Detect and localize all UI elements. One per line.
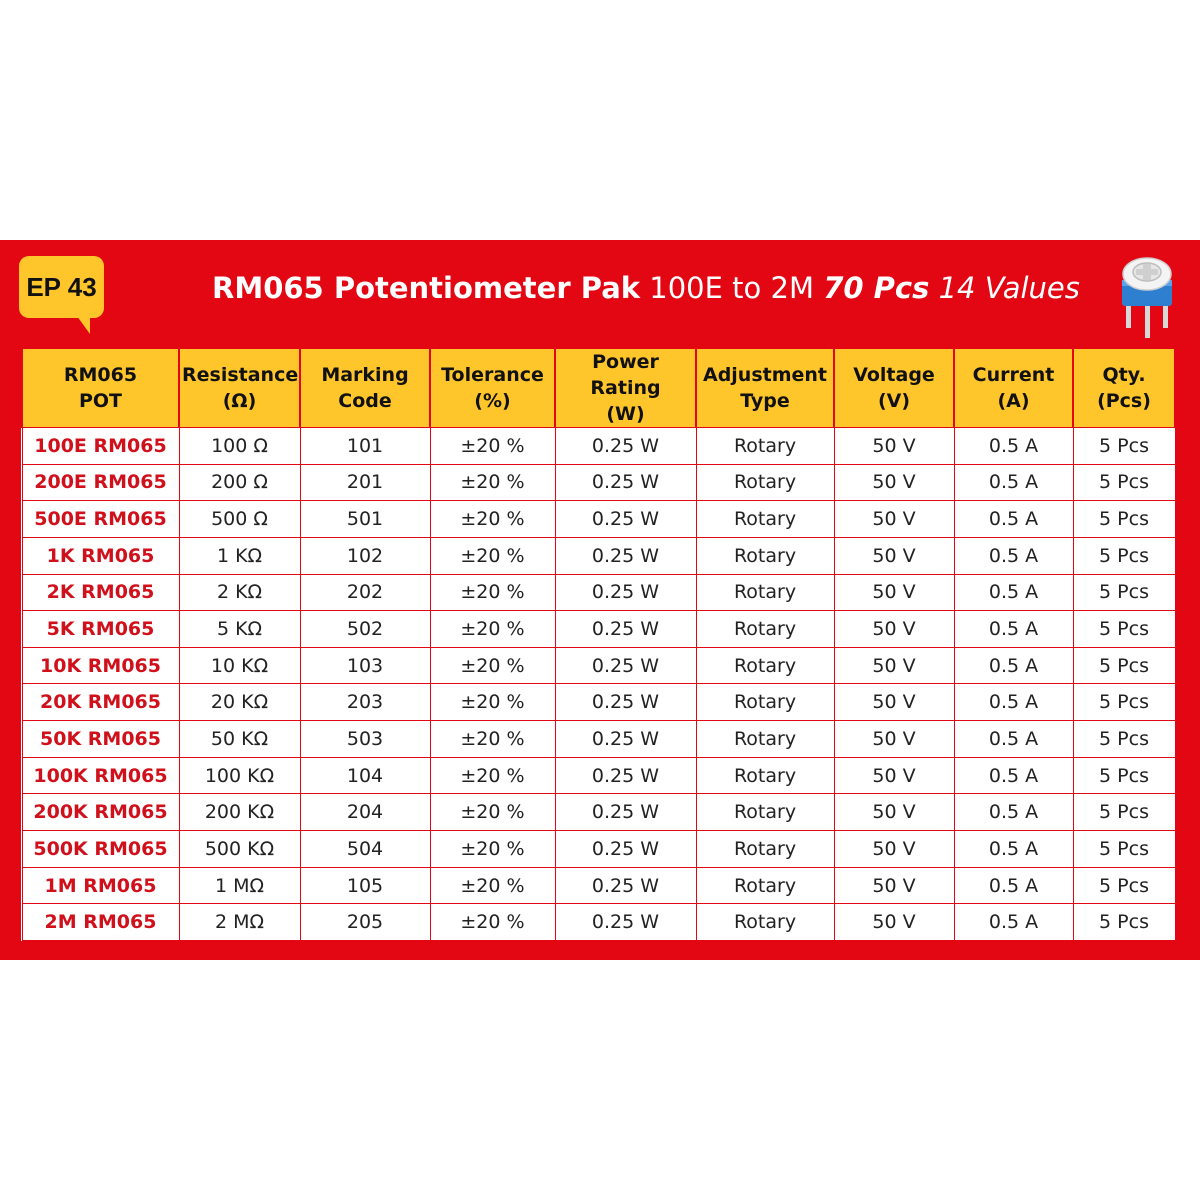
cell-qty: 5 Pcs bbox=[1073, 794, 1175, 831]
cell-adjustment-type: Rotary bbox=[696, 464, 834, 501]
cell-pot: 100K RM065 bbox=[22, 757, 179, 794]
cell-tolerance: ±20 % bbox=[430, 684, 555, 721]
table-row bbox=[22, 794, 1175, 831]
cell-pot: 1M RM065 bbox=[22, 867, 179, 904]
cell-pot: 50K RM065 bbox=[22, 721, 179, 758]
cell-marking-code: 502 bbox=[300, 611, 430, 648]
cell-resistance: 2 KΩ bbox=[179, 574, 300, 611]
column-header-line: Voltage bbox=[853, 364, 935, 386]
cell-voltage: 50 V bbox=[834, 501, 954, 538]
cell-qty: 5 Pcs bbox=[1073, 501, 1175, 538]
cell-qty: 5 Pcs bbox=[1073, 464, 1175, 501]
column-header-current bbox=[954, 349, 1073, 428]
column-header-line: Code bbox=[338, 390, 392, 412]
cell-current: 0.5 A bbox=[954, 611, 1073, 648]
cell-resistance: 2 MΩ bbox=[179, 904, 300, 941]
page-title bbox=[212, 266, 1092, 310]
cell-power-rating: 0.25 W bbox=[555, 501, 696, 538]
table-header-row bbox=[22, 349, 1175, 428]
table-row bbox=[22, 464, 1175, 501]
column-header-line: RM065 bbox=[63, 364, 138, 386]
table-row bbox=[22, 757, 1175, 794]
column-header-line: Power Rating bbox=[590, 351, 661, 399]
title-range: 100E to 2M bbox=[649, 271, 814, 305]
cell-voltage: 50 V bbox=[834, 647, 954, 684]
cell-marking-code: 201 bbox=[300, 464, 430, 501]
cell-tolerance: ±20 % bbox=[430, 574, 555, 611]
cell-resistance: 1 KΩ bbox=[179, 537, 300, 574]
column-header-tolerance bbox=[430, 349, 555, 428]
column-header-line: Adjustment bbox=[702, 364, 828, 386]
episode-badge-tail bbox=[74, 312, 90, 334]
cell-voltage: 50 V bbox=[834, 794, 954, 831]
cell-current: 0.5 A bbox=[954, 574, 1073, 611]
column-header-marking-code bbox=[300, 349, 430, 428]
cell-current: 0.5 A bbox=[954, 794, 1073, 831]
cell-resistance: 200 Ω bbox=[179, 464, 300, 501]
cell-adjustment-type: Rotary bbox=[696, 428, 834, 465]
cell-adjustment-type: Rotary bbox=[696, 867, 834, 904]
title-quantity: 70 Pcs bbox=[823, 271, 930, 305]
cell-tolerance: ±20 % bbox=[430, 647, 555, 684]
cell-current: 0.5 A bbox=[954, 501, 1073, 538]
cell-tolerance: ±20 % bbox=[430, 721, 555, 758]
cell-qty: 5 Pcs bbox=[1073, 684, 1175, 721]
cell-adjustment-type: Rotary bbox=[696, 647, 834, 684]
cell-tolerance: ±20 % bbox=[430, 831, 555, 868]
cell-tolerance: ±20 % bbox=[430, 794, 555, 831]
cell-pot: 10K RM065 bbox=[22, 647, 179, 684]
cell-current: 0.5 A bbox=[954, 684, 1073, 721]
column-header-line: Tolerance bbox=[441, 364, 544, 386]
cell-marking-code: 203 bbox=[300, 684, 430, 721]
cell-pot: 100E RM065 bbox=[22, 428, 179, 465]
cell-power-rating: 0.25 W bbox=[555, 684, 696, 721]
column-header-line: Current bbox=[972, 364, 1055, 386]
cell-voltage: 50 V bbox=[834, 721, 954, 758]
cell-adjustment-type: Rotary bbox=[696, 721, 834, 758]
cell-qty: 5 Pcs bbox=[1073, 904, 1175, 941]
cell-resistance: 100 Ω bbox=[179, 428, 300, 465]
cell-pot: 2K RM065 bbox=[22, 574, 179, 611]
cell-pot: 200K RM065 bbox=[22, 794, 179, 831]
column-header-line: (Ω) bbox=[222, 390, 257, 412]
cell-tolerance: ±20 % bbox=[430, 611, 555, 648]
title-product: RM065 Potentiometer Pak bbox=[212, 271, 641, 305]
cell-pot: 200E RM065 bbox=[22, 464, 179, 501]
cell-power-rating: 0.25 W bbox=[555, 574, 696, 611]
cell-power-rating: 0.25 W bbox=[555, 831, 696, 868]
cell-marking-code: 102 bbox=[300, 537, 430, 574]
cell-adjustment-type: Rotary bbox=[696, 611, 834, 648]
cell-qty: 5 Pcs bbox=[1073, 647, 1175, 684]
potentiometer-icon bbox=[1112, 250, 1182, 342]
table-row bbox=[22, 867, 1175, 904]
cell-resistance: 100 KΩ bbox=[179, 757, 300, 794]
cell-qty: 5 Pcs bbox=[1073, 757, 1175, 794]
table-row bbox=[22, 611, 1175, 648]
cell-pot: 2M RM065 bbox=[22, 904, 179, 941]
cell-tolerance: ±20 % bbox=[430, 464, 555, 501]
cell-tolerance: ±20 % bbox=[430, 757, 555, 794]
column-header-line: Marking bbox=[321, 364, 409, 386]
cell-marking-code: 101 bbox=[300, 428, 430, 465]
cell-qty: 5 Pcs bbox=[1073, 831, 1175, 868]
table-row bbox=[22, 428, 1175, 465]
cell-marking-code: 105 bbox=[300, 867, 430, 904]
cell-resistance: 200 KΩ bbox=[179, 794, 300, 831]
cell-current: 0.5 A bbox=[954, 831, 1073, 868]
cell-pot: 5K RM065 bbox=[22, 611, 179, 648]
cell-current: 0.5 A bbox=[954, 904, 1073, 941]
cell-marking-code: 204 bbox=[300, 794, 430, 831]
cell-pot: 1K RM065 bbox=[22, 537, 179, 574]
cell-adjustment-type: Rotary bbox=[696, 684, 834, 721]
table-row bbox=[22, 721, 1175, 758]
column-header-resistance bbox=[179, 349, 300, 428]
column-header-power-rating bbox=[555, 349, 696, 428]
cell-pot: 20K RM065 bbox=[22, 684, 179, 721]
cell-qty: 5 Pcs bbox=[1073, 721, 1175, 758]
cell-voltage: 50 V bbox=[834, 904, 954, 941]
cell-marking-code: 503 bbox=[300, 721, 430, 758]
cell-adjustment-type: Rotary bbox=[696, 501, 834, 538]
cell-voltage: 50 V bbox=[834, 684, 954, 721]
cell-adjustment-type: Rotary bbox=[696, 794, 834, 831]
column-header-line: POT bbox=[78, 390, 123, 412]
cell-current: 0.5 A bbox=[954, 537, 1073, 574]
column-header-line: Qty. bbox=[1102, 364, 1146, 386]
column-header-line: (W) bbox=[606, 403, 645, 425]
cell-qty: 5 Pcs bbox=[1073, 867, 1175, 904]
cell-power-rating: 0.25 W bbox=[555, 757, 696, 794]
table-row bbox=[22, 501, 1175, 538]
cell-tolerance: ±20 % bbox=[430, 428, 555, 465]
cell-resistance: 20 KΩ bbox=[179, 684, 300, 721]
column-header-adjustment-type bbox=[696, 349, 834, 428]
table-row bbox=[22, 904, 1175, 941]
cell-resistance: 500 KΩ bbox=[179, 831, 300, 868]
column-header-line: Type bbox=[740, 390, 790, 412]
cell-power-rating: 0.25 W bbox=[555, 428, 696, 465]
cell-power-rating: 0.25 W bbox=[555, 464, 696, 501]
column-header-line: (A) bbox=[997, 390, 1030, 412]
cell-marking-code: 504 bbox=[300, 831, 430, 868]
cell-marking-code: 104 bbox=[300, 757, 430, 794]
cell-tolerance: ±20 % bbox=[430, 867, 555, 904]
cell-power-rating: 0.25 W bbox=[555, 611, 696, 648]
cell-marking-code: 202 bbox=[300, 574, 430, 611]
cell-power-rating: 0.25 W bbox=[555, 904, 696, 941]
cell-resistance: 50 KΩ bbox=[179, 721, 300, 758]
table-row bbox=[22, 537, 1175, 574]
cell-current: 0.5 A bbox=[954, 428, 1073, 465]
cell-marking-code: 501 bbox=[300, 501, 430, 538]
cell-current: 0.5 A bbox=[954, 464, 1073, 501]
cell-qty: 5 Pcs bbox=[1073, 611, 1175, 648]
cell-pot: 500K RM065 bbox=[22, 831, 179, 868]
cell-adjustment-type: Rotary bbox=[696, 757, 834, 794]
cell-power-rating: 0.25 W bbox=[555, 537, 696, 574]
cell-voltage: 50 V bbox=[834, 611, 954, 648]
spec-table bbox=[21, 349, 1176, 941]
cell-voltage: 50 V bbox=[834, 464, 954, 501]
table-row bbox=[22, 574, 1175, 611]
cell-resistance: 5 KΩ bbox=[179, 611, 300, 648]
table-row bbox=[22, 684, 1175, 721]
cell-marking-code: 103 bbox=[300, 647, 430, 684]
title-values: 14 Values bbox=[938, 271, 1080, 305]
table-row bbox=[22, 831, 1175, 868]
column-header-line: Resistance bbox=[182, 364, 299, 386]
cell-pot: 500E RM065 bbox=[22, 501, 179, 538]
cell-adjustment-type: Rotary bbox=[696, 831, 834, 868]
cell-voltage: 50 V bbox=[834, 867, 954, 904]
cell-resistance: 1 MΩ bbox=[179, 867, 300, 904]
cell-tolerance: ±20 % bbox=[430, 537, 555, 574]
cell-power-rating: 0.25 W bbox=[555, 721, 696, 758]
cell-adjustment-type: Rotary bbox=[696, 537, 834, 574]
cell-voltage: 50 V bbox=[834, 574, 954, 611]
episode-badge bbox=[19, 256, 104, 318]
cell-voltage: 50 V bbox=[834, 757, 954, 794]
cell-adjustment-type: Rotary bbox=[696, 574, 834, 611]
cell-current: 0.5 A bbox=[954, 867, 1073, 904]
table-body bbox=[22, 428, 1175, 941]
cell-qty: 5 Pcs bbox=[1073, 574, 1175, 611]
cell-tolerance: ±20 % bbox=[430, 501, 555, 538]
cell-power-rating: 0.25 W bbox=[555, 794, 696, 831]
cell-voltage: 50 V bbox=[834, 537, 954, 574]
cell-resistance: 10 KΩ bbox=[179, 647, 300, 684]
cell-adjustment-type: Rotary bbox=[696, 904, 834, 941]
cell-marking-code: 205 bbox=[300, 904, 430, 941]
column-header-qty bbox=[1073, 349, 1175, 428]
cell-current: 0.5 A bbox=[954, 647, 1073, 684]
column-header-line: (Pcs) bbox=[1097, 390, 1151, 412]
column-header-line: (%) bbox=[474, 390, 511, 412]
episode-badge-label: EP 43 bbox=[26, 271, 97, 302]
cell-qty: 5 Pcs bbox=[1073, 428, 1175, 465]
column-header-pot bbox=[22, 349, 179, 428]
cell-power-rating: 0.25 W bbox=[555, 647, 696, 684]
cell-power-rating: 0.25 W bbox=[555, 867, 696, 904]
column-header-voltage bbox=[834, 349, 954, 428]
cell-voltage: 50 V bbox=[834, 428, 954, 465]
cell-voltage: 50 V bbox=[834, 831, 954, 868]
column-header-line: (V) bbox=[877, 390, 911, 412]
cell-tolerance: ±20 % bbox=[430, 904, 555, 941]
table-row bbox=[22, 647, 1175, 684]
cell-current: 0.5 A bbox=[954, 721, 1073, 758]
cell-current: 0.5 A bbox=[954, 757, 1073, 794]
cell-resistance: 500 Ω bbox=[179, 501, 300, 538]
cell-qty: 5 Pcs bbox=[1073, 537, 1175, 574]
